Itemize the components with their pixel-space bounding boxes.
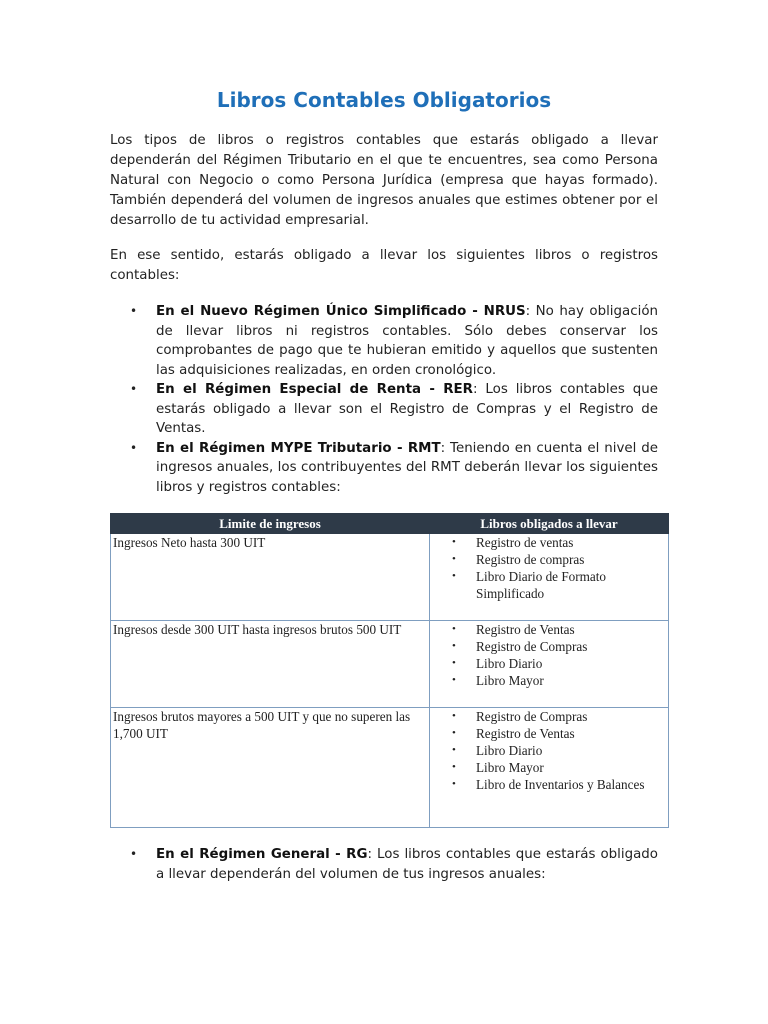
table-row (111, 708, 669, 828)
bullet-icon: • (452, 570, 456, 582)
book-label: Libro Diario de Formato Simplificado (476, 569, 607, 601)
bullet-icon: • (452, 640, 456, 652)
page-title: Libros Contables Obligatorios (216, 88, 552, 112)
book-item (432, 621, 666, 638)
book-label: Libro Mayor (476, 673, 544, 688)
book-item (432, 534, 666, 551)
book-label: Registro de Compras (476, 709, 588, 724)
books-list (432, 621, 666, 689)
intro-paragraph: Los tipos de libros o registros contables que estarás obligado a llevar dependerán del Régimen Tributario en el que te encuentres, sea como Persona Natural con Negocio o como Persona Jurídica (empresa que hayas formado). También dependerá del volumen de ingresos anuales que estimes obtener por el desarrollo de tu actividad empresarial. (110, 133, 658, 228)
regime-item-rg (110, 845, 658, 884)
book-item (432, 551, 666, 568)
regime-label: En el Nuevo Régimen Único Simplificado - NRUS (156, 304, 526, 319)
regime-text: : No hay obligación de llevar libros ni registros contables. Sólo debes conservar los comprobantes de pago que te hubieran emitido y aquellos que sustenten las adquisiciones realizadas, en orden cronológico. (156, 304, 658, 378)
regime-item-nrus (110, 302, 658, 380)
regime-label: En el Régimen MYPE Tributario - RMT (156, 440, 441, 456)
regime-list (110, 302, 658, 497)
table-header-row (111, 514, 669, 534)
regime-list-continued (110, 845, 658, 884)
bullet-icon: • (452, 744, 456, 756)
bullet-icon: • (452, 761, 456, 773)
book-label: Libro Mayor (476, 760, 544, 775)
regime-text: : Los libros contables que estarás obligado a llevar son el Registro de Compras y el Registro de Ventas. (156, 382, 658, 436)
bullet-icon: • (452, 727, 456, 739)
table-row (111, 621, 669, 708)
regime-item-rer (110, 380, 658, 439)
header-books: Libros obligados a llevar (430, 514, 669, 534)
regime-text: : Los libros contables que estarás obligado a llevar dependerán del volumen de tus ingresos anuales: (156, 847, 658, 882)
book-item (432, 759, 666, 776)
book-label: Registro de Ventas (476, 622, 575, 637)
book-label: Registro de compras (476, 552, 585, 567)
book-item (432, 568, 666, 602)
book-label: Registro de Compras (476, 639, 588, 654)
book-item (432, 655, 666, 672)
book-label: Registro de Ventas (476, 726, 575, 741)
rmt-books-table (110, 513, 669, 828)
bullet-icon: • (452, 657, 456, 669)
books-list (432, 708, 666, 793)
limit-cell: Ingresos Neto hasta 300 UIT (111, 534, 430, 621)
book-label: Libro Diario (476, 656, 543, 671)
book-label: Libro de Inventarios y Balances (476, 777, 645, 792)
header-limit: Limite de ingresos (111, 514, 430, 534)
limit-cell: Ingresos brutos mayores a 500 UIT y que no superen las 1,700 UIT (111, 708, 430, 828)
book-item (432, 725, 666, 742)
book-item (432, 742, 666, 759)
bullet-icon: • (452, 710, 456, 722)
books-cell (430, 621, 669, 708)
limit-cell: Ingresos desde 300 UIT hasta ingresos brutos 500 UIT (111, 621, 430, 708)
book-item (432, 672, 666, 689)
bullet-icon: • (452, 778, 456, 790)
table-row (111, 534, 669, 621)
book-label: Libro Diario (476, 743, 543, 758)
bullet-icon: • (452, 623, 456, 635)
books-cell (430, 534, 669, 621)
bullet-icon: • (130, 847, 138, 861)
books-cell (430, 708, 669, 828)
bullet-icon: • (130, 382, 138, 396)
book-item (432, 708, 666, 725)
regime-label: En el Régimen Especial de Renta - RER (156, 382, 473, 397)
book-label: Registro de ventas (476, 535, 574, 550)
books-list (432, 534, 666, 602)
regime-label: En el Régimen General - RG (156, 847, 368, 862)
regime-text: : Teniendo en cuenta el nivel de ingresos anuales, los contribuyentes del RMT deberán llevar los siguientes libros y registros contables: (156, 440, 658, 495)
bullet-icon: • (452, 553, 456, 565)
book-item (432, 638, 666, 655)
regime-item-rmt (110, 439, 658, 498)
bullet-icon: • (452, 536, 456, 548)
bullet-icon: • (452, 674, 456, 686)
bullet-icon: • (130, 304, 138, 318)
book-item (432, 776, 666, 793)
obligation-paragraph: En ese sentido, estarás obligado a llevar los siguientes libros o registros contables: (110, 248, 658, 283)
bullet-icon: • (130, 440, 138, 455)
